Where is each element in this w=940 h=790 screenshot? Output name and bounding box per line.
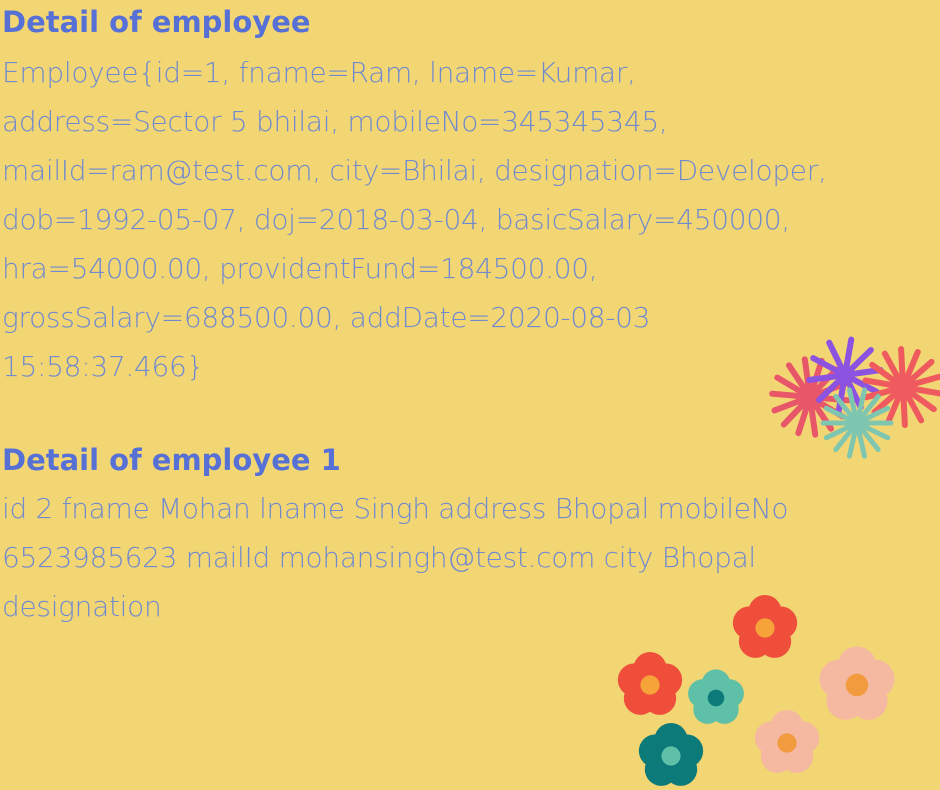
text-line: grossSalary=688500.00, addDate=2020-08-03 [2,301,651,334]
text-line: mailId=ram@test.com, city=Bhilai, designation=Developer, [2,154,827,187]
text-line: id 2 fname Mohan lname Singh address Bhopal mobileNo [2,492,789,525]
text-line: address=Sector 5 bhilai, mobileNo=345345345, [2,105,668,138]
flower-cluster-icon [610,590,910,790]
section1-title: Detail of employee [2,5,311,39]
text-line: 6523985623 mailId mohansingh@test.com city Bhopal [2,541,756,574]
burst-flowers-icon [765,335,940,465]
text-line: Employee{id=1, fname=Ram, lname=Kumar, [2,56,636,89]
text-line: designation [2,590,162,623]
text-line: dob=1992-05-07, doj=2018-03-04, basicSalary=450000, [2,203,790,236]
section1-employee-text [2,48,827,391]
text-line: 15:58:37.466} [2,350,205,383]
section2-title: Detail of employee 1 [2,443,341,477]
text-line: hra=54000.00, providentFund=184500.00, [2,252,598,285]
